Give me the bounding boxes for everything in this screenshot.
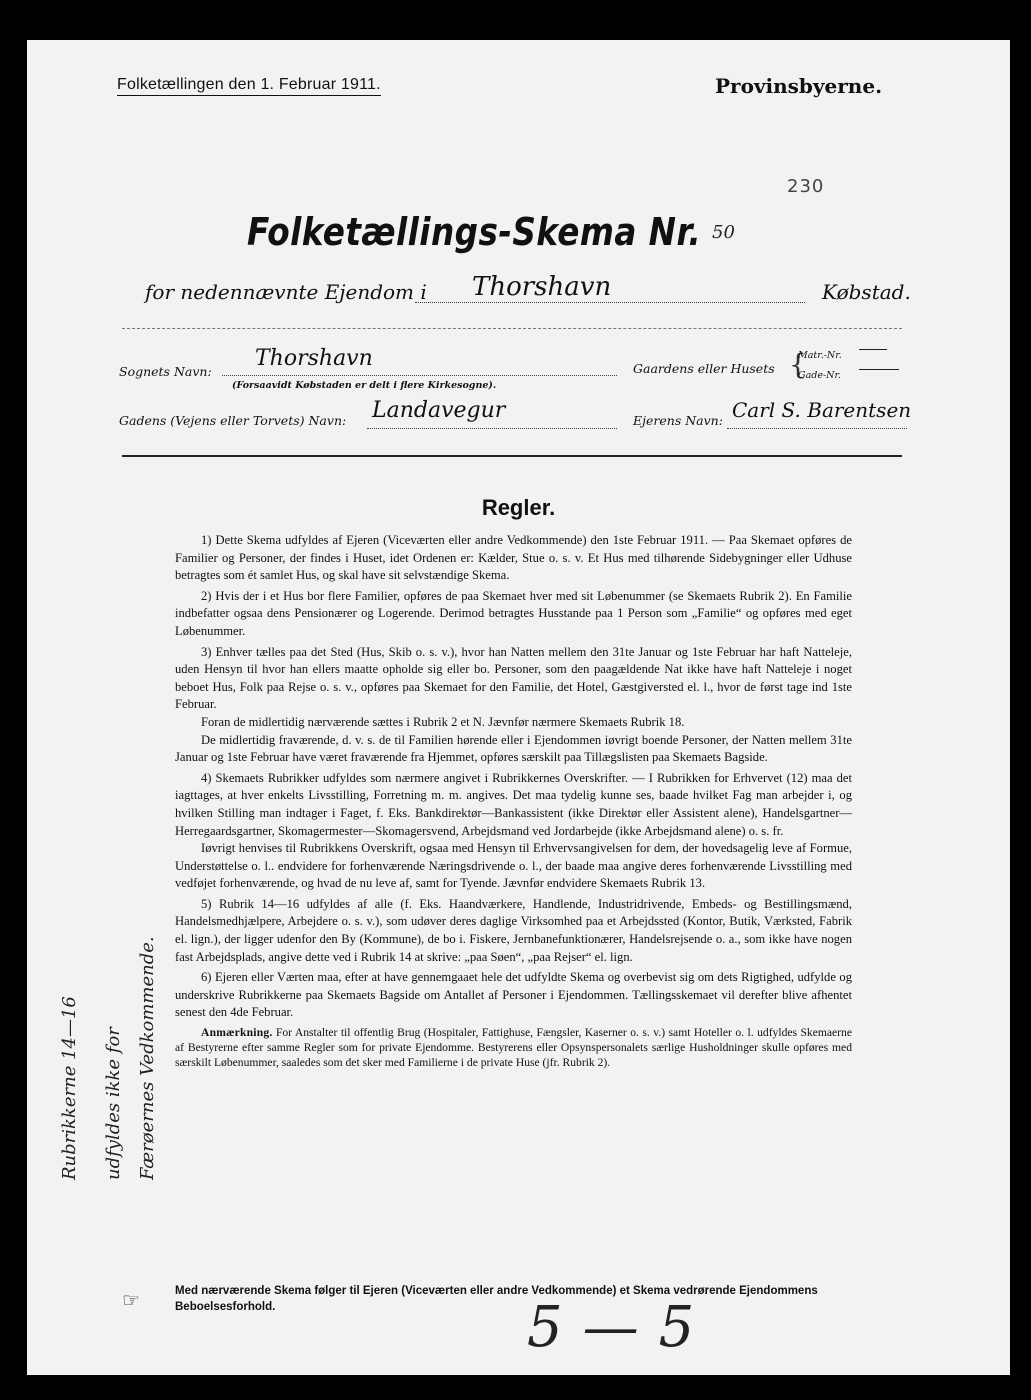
property-prefix: for nedennævnte Ejendom i xyxy=(145,280,427,304)
note-text: For Anstalter til offentlig Brug (Hospitaler, Fattighuse, Fængsler, Kaserner o. s. v.) samt Hoteller o. l. udfyldes Skemaerne af Bestyrerne efter samme Regler som for private Ejendomme. Bestyrerens eller Opsynspersonalets særlige Husholdninger skulle opføres med særskilt Løbenummer, saaledes som det sker med Familierne i de private Huse (jfr. Rubrik 2). xyxy=(175,1026,852,1070)
rules-heading: Regler. xyxy=(481,495,556,520)
street-underline xyxy=(367,428,617,429)
form-number: 50 xyxy=(712,222,735,243)
rule-5: 5) Rubrik 14—16 udfyldes af alle (f. Eks. Haandværkere, Handlende, Industridrivende, Embeds- og Bestillingsmænd, Handelsmedhjælpere, Arbejdere o. s. v.), som udøver deres daglige Virksomhed paa et Arbejdssted (Kontor, Butik, Værksted, Fabrik el. lign.), der ligger udenfor den By (Kommune), de bo i. Fiskere, Jernbanefunktionærer, Handelsrejsende o. a., som ikke have nogen fast Arbejdsplads, angive dette ved i Rubrik 14 at skrive: „paa Søen“, „paa Rejser“ el. lign. xyxy=(175,896,852,964)
margin-note-line-2: udfyldes ikke for xyxy=(103,1027,124,1180)
matr-label: Matr.-Nr. xyxy=(798,350,842,361)
rule-1: 1) Dette Skema udfyldes af Ejeren (Viceværten eller andre Vedkommende) den 1ste Februar 1911. — Paa Skemaet opføres de Familier og Personer, der findes i Huset, idet Ordenen er: Kælder, Stue o. s. v. Et Hus med tilhørende Sidebygninger eller Udhuse betragtes som ét samlet Hus, og skal have sit selvstændige Skema. xyxy=(175,533,852,583)
property-suffix: Købstad. xyxy=(822,280,911,304)
parish-note: (Forsaavidt Købstaden er delt i flere Kirkesogne). xyxy=(232,380,497,391)
rule-3-temporary-absent: De midlertidig fraværende, d. v. s. de til Familien hørende eller i Ejendommen iøvrigt boende Personer, der Natten mellem 31te Januar og 1ste Februar have været fraværende fra Hjemmet, opføres særskilt paa Tillægslisten paa Skemaets Bagside. xyxy=(175,732,852,765)
house-label: Gaardens eller Husets xyxy=(633,361,775,376)
rule-2: 2) Hvis der i et Hus bor flere Familier, opføres de paa Skemaet hver med sit Løbenummer (se Skemaets Rubrik 2). En Familie indbefatter ogsaa dens Pensionærer og Logerende. Derimod betragtes Husstande paa 1 Person som „Familie“ og opføres med eget Løbenummer. xyxy=(175,588,852,638)
rule-3-temporary-present: Foran de midlertidig nærværende sættes i Rubrik 2 et N. Jævnfør nærmere Skemaets Rubrik 18. xyxy=(201,714,685,729)
matr-dash xyxy=(859,349,887,350)
house-bracket: { xyxy=(789,348,807,381)
rule-4-continued: Iøvrigt henvises til Rubrikkens Overskrift, ogsaa med Hensyn til Erhvervsangivelsen for dem, der hovedsagelig leve af Formue, Understøttelse o. l.. endvidere for forhenværende Næringsdrivende o. l., der baade maa angive deres forhenværende Livsstilling med vedføjet forhenværende, og hvad de nu leve af, samt for Tyende. Jævnfør endvidere Skemaets Rubrik 13. xyxy=(175,841,852,891)
parish-underline xyxy=(222,375,617,376)
page-number: 230 xyxy=(787,176,825,197)
region-header: Provinsbyerne. xyxy=(715,74,883,98)
note-label: Anmærkning. xyxy=(201,1026,273,1040)
owner-label: Ejerens Navn: xyxy=(633,413,723,428)
margin-note-line-1: Rubrikkerne 14—16 xyxy=(59,996,80,1180)
footer-note: Med nærværende Skema følger til Ejeren (Viceværten eller andre Vedkommende) et Skema vedrørende Ejendommens Beboelsesforhold. xyxy=(175,1285,818,1313)
census-form-page xyxy=(27,40,1010,1375)
gade-dash xyxy=(859,369,899,370)
town-handwritten: Thorshavn xyxy=(472,272,612,302)
rule-6: 6) Ejeren eller Værten maa, efter at have gennemgaaet hele det udfyldte Skema og overbevist sig om dets Rigtighed, udfylde og underskrive Rubrikkerne paa Skemaets Bagside om Antallet af Personer i Ejendommen. Tællingsskemaet vil derefter blive afhentet senest den 4de Februar. xyxy=(175,970,852,1020)
gade-label: Gade-Nr. xyxy=(798,370,841,381)
note-paragraph xyxy=(175,1025,852,1070)
owner-underline xyxy=(727,428,907,429)
form-title: Folketællings-Skema Nr. xyxy=(247,210,702,254)
pointing-hand-icon: ☞ xyxy=(122,1288,140,1312)
handwritten-number: 5—5 xyxy=(527,1295,715,1360)
parish-handwritten: Thorshavn xyxy=(255,346,373,371)
rules-text xyxy=(175,532,852,1073)
street-label: Gadens (Vejens eller Torvets) Navn: xyxy=(119,413,347,428)
street-handwritten: Landavegur xyxy=(372,398,506,423)
parish-label: Sognets Navn: xyxy=(119,364,212,379)
owner-handwritten: Carl S. Barentsen xyxy=(732,398,912,422)
upper-divider xyxy=(122,328,902,329)
rule-3: 3) Enhver tælles paa det Sted (Hus, Skib o. s. v.), hvor han Natten mellem den 31te Januar og 1ste Februar har haft Natteleje, uden Hensyn til hvor han ellers maatte opholde sig eller bo. Personer, som den paagældende Nat ikke have haft Natteleje i noget beboet Hus, Folk paa Rejse o. s. v., opføres paa Skemaet for den Familie, det Hotel, Gæstgiversted el. l., hvor de først tage ind 1ste Februar. xyxy=(175,644,852,712)
census-date-header: Folketællingen den 1. Februar 1911. xyxy=(117,76,381,96)
town-underline xyxy=(415,302,805,303)
margin-note-line-3: Færøernes Vedkommende. xyxy=(137,936,158,1180)
rule-4: 4) Skemaets Rubrikker udfyldes som nærmere angivet i Rubrikkernes Overskrifter. — I Rubrikken for Erhvervet (12) maa det iagttages, at hver enkelts Livsstilling, Forretning m. m. angives. Det maa tydelig kunne ses, baade hvilket Fag man arbejder i, og hvilken Stilling man indtager i Faget, f. Eks. Bankdirektør—Bankassistent (ikke Direktør eller Assistent alene), Handelsgartner—Herregaardsgartner, Skomagermester—Skomagersvend, Arbejdsmand ved Jordarbejde (ikke Arbejdsmand alene) o. s. fr. xyxy=(175,770,852,838)
lower-divider xyxy=(122,455,902,457)
